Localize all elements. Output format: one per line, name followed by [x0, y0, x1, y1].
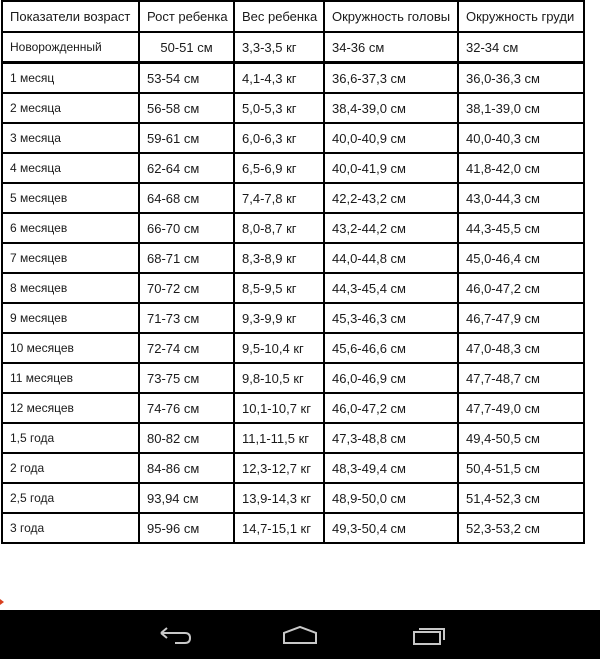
table-row [2, 513, 584, 543]
table-row [2, 453, 584, 483]
cell-age: 2 года [2, 453, 139, 483]
cell-weight: 9,5-10,4 кг [234, 333, 324, 363]
table-header-row [2, 1, 584, 32]
cell-chest-circumference: 38,1-39,0 см [458, 93, 584, 123]
table-row [2, 183, 584, 213]
cell-chest-circumference: 43,0-44,3 см [458, 183, 584, 213]
cell-age: 2,5 года [2, 483, 139, 513]
table-row [2, 243, 584, 273]
cell-height: 53-54 см [139, 63, 234, 94]
cell-head-circumference: 46,0-46,9 см [324, 363, 458, 393]
back-icon [153, 623, 193, 647]
table-row [2, 423, 584, 453]
table-row [2, 123, 584, 153]
cell-chest-circumference: 40,0-40,3 см [458, 123, 584, 153]
cell-height: 64-68 см [139, 183, 234, 213]
cell-weight: 7,4-7,8 кг [234, 183, 324, 213]
cell-head-circumference: 47,3-48,8 см [324, 423, 458, 453]
cell-height: 84-86 см [139, 453, 234, 483]
cell-head-circumference: 42,2-43,2 см [324, 183, 458, 213]
cell-height: 66-70 см [139, 213, 234, 243]
cell-chest-circumference: 41,8-42,0 см [458, 153, 584, 183]
cell-head-circumference: 48,9-50,0 см [324, 483, 458, 513]
cell-height: 74-76 см [139, 393, 234, 423]
table-row [2, 303, 584, 333]
cell-chest-circumference: 45,0-46,4 см [458, 243, 584, 273]
cell-age: 5 месяцев [2, 183, 139, 213]
cell-height: 68-71 см [139, 243, 234, 273]
cell-head-circumference: 40,0-41,9 см [324, 153, 458, 183]
home-button[interactable] [270, 618, 330, 652]
cell-weight: 13,9-14,3 кг [234, 483, 324, 513]
header-cell-chest-circumference: Окружность груди [458, 1, 584, 32]
cell-age: Новорожденный [2, 32, 139, 63]
table-row [2, 483, 584, 513]
back-button[interactable] [143, 618, 203, 652]
cell-chest-circumference: 51,4-52,3 см [458, 483, 584, 513]
cell-chest-circumference: 46,7-47,9 см [458, 303, 584, 333]
header-cell-height: Рост ребенка [139, 1, 234, 32]
cell-chest-circumference: 36,0-36,3 см [458, 63, 584, 94]
cell-head-circumference: 43,2-44,2 см [324, 213, 458, 243]
cell-head-circumference: 34-36 см [324, 32, 458, 63]
cell-age: 7 месяцев [2, 243, 139, 273]
cell-age: 12 месяцев [2, 393, 139, 423]
edge-marker [0, 596, 4, 608]
cell-age: 9 месяцев [2, 303, 139, 333]
table-row [2, 213, 584, 243]
cell-chest-circumference: 44,3-45,5 см [458, 213, 584, 243]
header-cell-head-circumference: Окружность головы [324, 1, 458, 32]
cell-weight: 9,8-10,5 кг [234, 363, 324, 393]
growth-table [1, 0, 585, 544]
cell-height: 80-82 см [139, 423, 234, 453]
cell-weight: 8,3-8,9 кг [234, 243, 324, 273]
cell-age: 4 месяца [2, 153, 139, 183]
cell-weight: 3,3-3,5 кг [234, 32, 324, 63]
cell-head-circumference: 44,0-44,8 см [324, 243, 458, 273]
cell-height: 70-72 см [139, 273, 234, 303]
cell-height: 71-73 см [139, 303, 234, 333]
cell-height: 56-58 см [139, 93, 234, 123]
cell-chest-circumference: 46,0-47,2 см [458, 273, 584, 303]
cell-chest-circumference: 49,4-50,5 см [458, 423, 584, 453]
cell-age: 6 месяцев [2, 213, 139, 243]
cell-height: 62-64 см [139, 153, 234, 183]
cell-weight: 8,0-8,7 кг [234, 213, 324, 243]
cell-chest-circumference: 52,3-53,2 см [458, 513, 584, 543]
cell-head-circumference: 44,3-45,4 см [324, 273, 458, 303]
system-nav-bar [0, 610, 600, 659]
cell-height: 73-75 см [139, 363, 234, 393]
cell-head-circumference: 49,3-50,4 см [324, 513, 458, 543]
cell-weight: 9,3-9,9 кг [234, 303, 324, 333]
table-row-newborn [2, 32, 584, 63]
cell-age: 2 месяца [2, 93, 139, 123]
cell-head-circumference: 48,3-49,4 см [324, 453, 458, 483]
cell-head-circumference: 36,6-37,3 см [324, 63, 458, 94]
cell-age: 1,5 года [2, 423, 139, 453]
table-row [2, 93, 584, 123]
cell-age: 3 года [2, 513, 139, 543]
header-cell-age: Показатели возраст [2, 1, 139, 32]
cell-age: 1 месяц [2, 63, 139, 94]
cell-weight: 8,5-9,5 кг [234, 273, 324, 303]
home-icon [280, 623, 320, 647]
cell-head-circumference: 46,0-47,2 см [324, 393, 458, 423]
cell-head-circumference: 40,0-40,9 см [324, 123, 458, 153]
header-cell-weight: Вес ребенка [234, 1, 324, 32]
cell-chest-circumference: 47,0-48,3 см [458, 333, 584, 363]
cell-weight: 14,7-15,1 кг [234, 513, 324, 543]
table-row [2, 393, 584, 423]
cell-age: 10 месяцев [2, 333, 139, 363]
cell-head-circumference: 38,4-39,0 см [324, 93, 458, 123]
table-row [2, 153, 584, 183]
cell-weight: 12,3-12,7 кг [234, 453, 324, 483]
table-row [2, 273, 584, 303]
table-row [2, 333, 584, 363]
recent-apps-button[interactable] [399, 618, 459, 652]
cell-weight: 6,0-6,3 кг [234, 123, 324, 153]
table-row [2, 63, 584, 94]
cell-chest-circumference: 50,4-51,5 см [458, 453, 584, 483]
cell-height: 93,94 см [139, 483, 234, 513]
cell-age: 3 месяца [2, 123, 139, 153]
cell-weight: 10,1-10,7 кг [234, 393, 324, 423]
recent-apps-icon [409, 623, 449, 647]
cell-height: 59-61 см [139, 123, 234, 153]
cell-weight: 4,1-4,3 кг [234, 63, 324, 94]
cell-weight: 5,0-5,3 кг [234, 93, 324, 123]
cell-height: 72-74 см [139, 333, 234, 363]
cell-age: 8 месяцев [2, 273, 139, 303]
cell-height: 50-51 см [139, 32, 234, 63]
cell-chest-circumference: 47,7-48,7 см [458, 363, 584, 393]
cell-chest-circumference: 32-34 см [458, 32, 584, 63]
cell-head-circumference: 45,6-46,6 см [324, 333, 458, 363]
cell-height: 95-96 см [139, 513, 234, 543]
cell-weight: 11,1-11,5 кг [234, 423, 324, 453]
cell-chest-circumference: 47,7-49,0 см [458, 393, 584, 423]
table-row [2, 363, 584, 393]
cell-age: 11 месяцев [2, 363, 139, 393]
cell-head-circumference: 45,3-46,3 см [324, 303, 458, 333]
cell-weight: 6,5-6,9 кг [234, 153, 324, 183]
